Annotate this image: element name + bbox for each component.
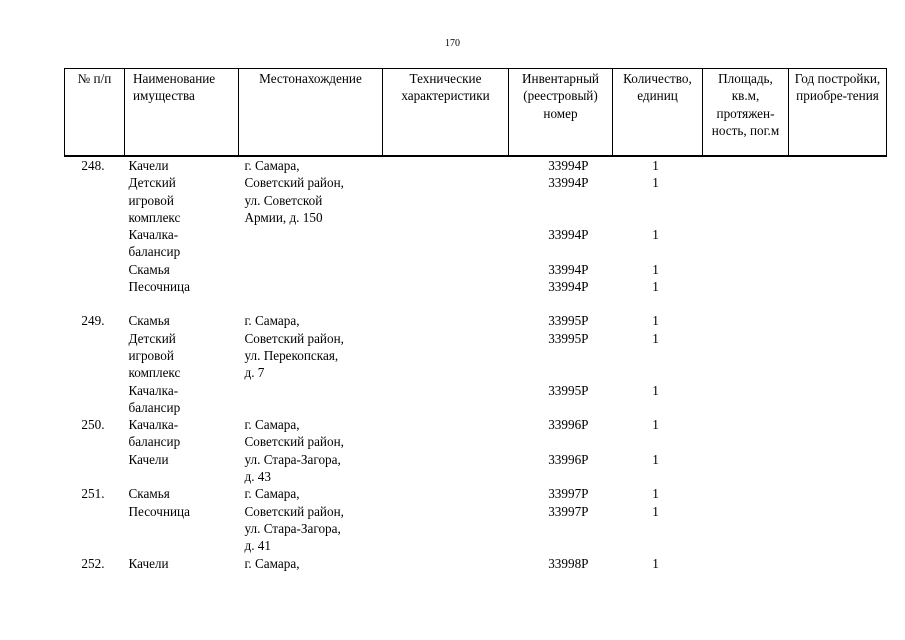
item-area bbox=[703, 174, 789, 191]
item-location: ул. Стара-Загора, bbox=[244, 451, 341, 467]
item-year bbox=[789, 209, 887, 226]
row-number bbox=[65, 451, 125, 468]
item-technical bbox=[383, 192, 509, 209]
table-body bbox=[65, 156, 887, 572]
row-number bbox=[65, 226, 125, 243]
item-inventory-number bbox=[509, 520, 613, 537]
item-location: г. Самара, bbox=[244, 417, 300, 433]
item-year bbox=[789, 537, 887, 554]
item-location: Советский район, bbox=[244, 503, 344, 519]
item-area bbox=[703, 416, 789, 433]
item-area bbox=[703, 485, 789, 502]
item-year bbox=[789, 485, 887, 502]
item-location: г. Самара, bbox=[244, 486, 300, 502]
item-location bbox=[239, 278, 383, 295]
item-technical bbox=[383, 156, 509, 174]
item-inventory-number: 33995Р bbox=[548, 330, 589, 346]
item-quantity: 1 bbox=[652, 279, 659, 295]
item-year bbox=[789, 555, 887, 572]
item-quantity: 1 bbox=[652, 417, 659, 433]
item-year bbox=[789, 174, 887, 191]
row-number bbox=[65, 537, 125, 554]
property-table bbox=[64, 68, 887, 572]
item-location: Советский район, bbox=[244, 175, 344, 191]
item-technical bbox=[383, 364, 509, 381]
item-inventory-number: 33994Р bbox=[548, 175, 589, 191]
item-quantity: 1 bbox=[652, 175, 659, 191]
item-area bbox=[703, 537, 789, 554]
item-year bbox=[789, 520, 887, 537]
item-name: Песочница bbox=[128, 279, 190, 295]
item-location bbox=[239, 382, 383, 399]
item-quantity: 1 bbox=[652, 382, 659, 398]
item-inventory-number bbox=[509, 243, 613, 260]
item-technical bbox=[383, 330, 509, 347]
item-inventory-number: 33994Р bbox=[548, 227, 589, 243]
item-location bbox=[239, 226, 383, 243]
item-area bbox=[703, 433, 789, 450]
row-number bbox=[65, 433, 125, 450]
item-name: Качалка- bbox=[128, 417, 179, 433]
item-name: Детский bbox=[128, 175, 176, 191]
row-number: 249. bbox=[81, 313, 105, 329]
row-number: 250. bbox=[81, 417, 105, 433]
item-year bbox=[789, 416, 887, 433]
item-area bbox=[703, 347, 789, 364]
header-location: Местонахождение bbox=[239, 69, 383, 157]
item-technical bbox=[383, 382, 509, 399]
item-name: Качели bbox=[128, 451, 169, 467]
item-quantity: 1 bbox=[652, 503, 659, 519]
row-number bbox=[65, 520, 125, 537]
item-name bbox=[125, 537, 239, 554]
item-area bbox=[703, 243, 789, 260]
item-technical bbox=[383, 174, 509, 191]
item-name: Качели bbox=[128, 158, 169, 173]
item-area bbox=[703, 520, 789, 537]
table-header-row bbox=[65, 69, 887, 157]
item-technical bbox=[383, 451, 509, 468]
row-number bbox=[65, 399, 125, 416]
item-quantity: 1 bbox=[652, 313, 659, 329]
row-number bbox=[65, 174, 125, 191]
item-technical bbox=[383, 295, 509, 312]
item-name: Качалка- bbox=[128, 227, 179, 243]
header-number: № п/п bbox=[65, 69, 125, 157]
item-area bbox=[703, 295, 789, 312]
item-name bbox=[125, 520, 239, 537]
row-number bbox=[65, 347, 125, 364]
item-location bbox=[239, 295, 383, 312]
item-quantity: 1 bbox=[652, 261, 659, 277]
table-row bbox=[65, 382, 887, 399]
item-quantity bbox=[613, 537, 703, 554]
item-area bbox=[703, 330, 789, 347]
item-name: Качели bbox=[128, 555, 169, 571]
row-number bbox=[65, 243, 125, 260]
row-number: 252. bbox=[81, 555, 105, 571]
table-row bbox=[65, 433, 887, 450]
item-technical bbox=[383, 399, 509, 416]
item-name bbox=[125, 295, 239, 312]
item-year bbox=[789, 347, 887, 364]
item-quantity bbox=[613, 209, 703, 226]
item-location: ул. Перекопская, bbox=[244, 347, 339, 363]
item-location bbox=[239, 399, 383, 416]
table-row bbox=[65, 537, 887, 554]
item-quantity bbox=[613, 295, 703, 312]
row-number bbox=[65, 364, 125, 381]
row-number bbox=[65, 192, 125, 209]
item-area bbox=[703, 364, 789, 381]
item-inventory-number: 33994Р bbox=[548, 279, 589, 295]
item-technical bbox=[383, 278, 509, 295]
item-year bbox=[789, 451, 887, 468]
item-technical bbox=[383, 347, 509, 364]
item-area bbox=[703, 209, 789, 226]
header-technical: Технические характеристики bbox=[383, 69, 509, 157]
item-location: Армии, д. 150 bbox=[244, 209, 323, 225]
item-year bbox=[789, 243, 887, 260]
item-name: Скамья bbox=[128, 261, 170, 277]
item-name: игровой bbox=[128, 192, 174, 208]
header-quantity: Количество, единиц bbox=[613, 69, 703, 157]
item-location: ул. Стара-Загора, bbox=[244, 520, 341, 536]
table-row bbox=[65, 156, 887, 174]
table-row bbox=[65, 485, 887, 502]
item-technical bbox=[383, 433, 509, 450]
item-inventory-number: 33996Р bbox=[548, 417, 589, 433]
table-row bbox=[65, 347, 887, 364]
item-technical bbox=[383, 416, 509, 433]
item-inventory-number bbox=[509, 399, 613, 416]
item-name: Скамья bbox=[128, 486, 170, 502]
item-quantity bbox=[613, 243, 703, 260]
item-year bbox=[789, 312, 887, 329]
item-location bbox=[239, 243, 383, 260]
item-inventory-number bbox=[509, 209, 613, 226]
table-row bbox=[65, 312, 887, 329]
item-quantity: 1 bbox=[652, 330, 659, 346]
item-location: г. Самара, bbox=[244, 555, 300, 571]
row-number bbox=[65, 295, 125, 312]
item-name: балансир bbox=[128, 399, 181, 415]
item-name: Скамья bbox=[128, 313, 170, 329]
item-area bbox=[703, 451, 789, 468]
table-row bbox=[65, 174, 887, 191]
item-inventory-number bbox=[509, 192, 613, 209]
item-inventory-number bbox=[509, 537, 613, 554]
item-name: комплекс bbox=[128, 209, 181, 225]
row-number bbox=[65, 503, 125, 520]
item-location: д. 43 bbox=[244, 469, 271, 485]
item-technical bbox=[383, 485, 509, 502]
item-inventory-number bbox=[509, 433, 613, 450]
item-location bbox=[239, 261, 383, 278]
table-row bbox=[65, 468, 887, 485]
item-name: балансир bbox=[128, 244, 181, 260]
item-inventory-number bbox=[509, 364, 613, 381]
item-inventory-number: 33996Р bbox=[548, 451, 589, 467]
item-location: д. 41 bbox=[244, 538, 271, 554]
item-technical bbox=[383, 243, 509, 260]
item-year bbox=[789, 433, 887, 450]
table-row bbox=[65, 278, 887, 295]
item-year bbox=[789, 382, 887, 399]
table-row bbox=[65, 399, 887, 416]
item-technical bbox=[383, 555, 509, 572]
item-location: ул. Советской bbox=[244, 192, 323, 208]
table-row bbox=[65, 226, 887, 243]
item-inventory-number bbox=[509, 347, 613, 364]
row-number: 251. bbox=[81, 486, 105, 502]
item-technical bbox=[383, 503, 509, 520]
item-technical bbox=[383, 209, 509, 226]
item-name: Детский bbox=[128, 330, 176, 346]
item-year bbox=[789, 399, 887, 416]
header-name: Наименование имущества bbox=[125, 69, 239, 157]
row-number bbox=[65, 209, 125, 226]
row-number bbox=[65, 382, 125, 399]
table-row bbox=[65, 520, 887, 537]
table-spacer-row bbox=[65, 295, 887, 312]
header-inventory: Инвентарный (реестровый) номер bbox=[509, 69, 613, 157]
row-number: 248. bbox=[81, 158, 105, 173]
item-name: игровой bbox=[128, 347, 174, 363]
item-inventory-number: 33994Р bbox=[548, 158, 589, 173]
item-area bbox=[703, 226, 789, 243]
table-row bbox=[65, 555, 887, 572]
table-row bbox=[65, 330, 887, 347]
header-year: Год постройки, приобре-тения bbox=[789, 69, 887, 157]
item-inventory-number: 33995Р bbox=[548, 382, 589, 398]
item-inventory-number: 33997Р bbox=[548, 503, 589, 519]
item-area bbox=[703, 156, 789, 174]
row-number bbox=[65, 278, 125, 295]
item-name bbox=[125, 468, 239, 485]
item-area bbox=[703, 503, 789, 520]
table-row bbox=[65, 209, 887, 226]
item-technical bbox=[383, 537, 509, 554]
item-quantity bbox=[613, 192, 703, 209]
table-row bbox=[65, 451, 887, 468]
item-quantity: 1 bbox=[652, 227, 659, 243]
item-quantity bbox=[613, 520, 703, 537]
table-row bbox=[65, 416, 887, 433]
item-inventory-number: 33995Р bbox=[548, 313, 589, 329]
page-number: 170 bbox=[445, 38, 460, 49]
item-name: Качалка- bbox=[128, 382, 179, 398]
item-area bbox=[703, 192, 789, 209]
item-quantity bbox=[613, 347, 703, 364]
item-location: г. Самара, bbox=[244, 313, 300, 329]
item-location: Советский район, bbox=[244, 330, 344, 346]
row-number bbox=[65, 261, 125, 278]
item-quantity bbox=[613, 468, 703, 485]
item-location: г. Самара, bbox=[244, 158, 300, 173]
item-technical bbox=[383, 468, 509, 485]
item-name: комплекс bbox=[128, 365, 181, 381]
item-quantity bbox=[613, 399, 703, 416]
item-year bbox=[789, 278, 887, 295]
item-name: Песочница bbox=[128, 503, 190, 519]
item-technical bbox=[383, 520, 509, 537]
table-row bbox=[65, 364, 887, 381]
item-year bbox=[789, 295, 887, 312]
table-row bbox=[65, 261, 887, 278]
table-row bbox=[65, 503, 887, 520]
item-quantity bbox=[613, 364, 703, 381]
item-inventory-number bbox=[509, 295, 613, 312]
item-area bbox=[703, 278, 789, 295]
item-year bbox=[789, 330, 887, 347]
item-area bbox=[703, 468, 789, 485]
row-number bbox=[65, 330, 125, 347]
item-location: Советский район, bbox=[244, 434, 344, 450]
item-area bbox=[703, 312, 789, 329]
item-inventory-number: 33997Р bbox=[548, 486, 589, 502]
item-year bbox=[789, 192, 887, 209]
item-technical bbox=[383, 312, 509, 329]
item-area bbox=[703, 555, 789, 572]
item-quantity: 1 bbox=[652, 486, 659, 502]
table-row bbox=[65, 192, 887, 209]
item-year bbox=[789, 503, 887, 520]
item-quantity bbox=[613, 433, 703, 450]
item-quantity: 1 bbox=[652, 451, 659, 467]
item-inventory-number: 33994Р bbox=[548, 261, 589, 277]
table-row bbox=[65, 243, 887, 260]
item-year bbox=[789, 156, 887, 174]
item-area bbox=[703, 399, 789, 416]
item-technical bbox=[383, 261, 509, 278]
item-year bbox=[789, 364, 887, 381]
item-location: д. 7 bbox=[244, 365, 265, 381]
item-technical bbox=[383, 226, 509, 243]
row-number bbox=[65, 468, 125, 485]
item-area bbox=[703, 382, 789, 399]
item-inventory-number bbox=[509, 468, 613, 485]
header-area: Площадь, кв.м, протяжен-ность, пог.м bbox=[703, 69, 789, 157]
item-quantity: 1 bbox=[652, 555, 659, 571]
item-area bbox=[703, 261, 789, 278]
item-year bbox=[789, 261, 887, 278]
item-quantity: 1 bbox=[652, 158, 659, 173]
item-year bbox=[789, 468, 887, 485]
item-name: балансир bbox=[128, 434, 181, 450]
item-year bbox=[789, 226, 887, 243]
item-inventory-number: 33998Р bbox=[548, 555, 589, 571]
